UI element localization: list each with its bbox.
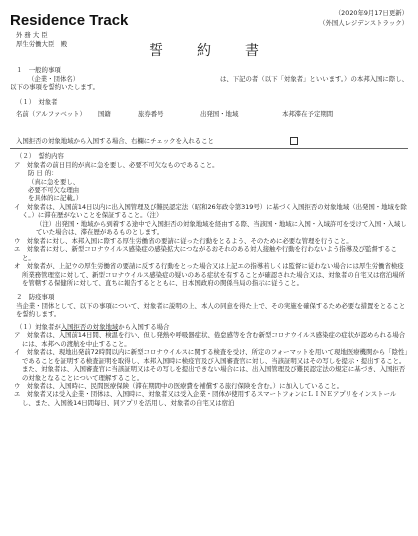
pledge-item-a: ア 対象者の前日目的が真に急を要し、必要不可欠なものであること。	[14, 160, 219, 169]
column-passport: 旅券番号	[138, 110, 164, 119]
purpose-line-2: （真に急を要し、	[28, 177, 80, 186]
column-nationality: 国籍	[98, 110, 111, 119]
update-note: （外国人レジデンストラック）	[319, 18, 408, 27]
addressee-line-2: 厚生労働大臣 殿	[16, 40, 68, 49]
section-quarantine	[10, 293, 408, 407]
quarantine-intro: 当企業・団体として、以下の事項について、対象者に説明の上、本人の同意を得た上で、その実施を確保するため必要な措置をとることを誓約します。	[16, 301, 406, 319]
addressee-block	[16, 31, 128, 50]
intro-text: は、下記の者（以下「対象者」といいます。）の本邦入国に際し、	[219, 74, 408, 83]
purpose-line-4: を具体的に記載。）	[28, 194, 83, 203]
restricted-area-check-row	[10, 137, 408, 145]
sub-heading-suffix: から入国する場合	[118, 322, 170, 331]
restricted-area-link[interactable]: 入国拒否の対象地域	[60, 322, 119, 331]
column-name: 名前（アルファベット）	[16, 110, 86, 119]
pledge-note: （注）出発国・地域から到着する途中で入国拒否の対象地域を経由する際、当該国・地域に入国・入域許可を受けて入国・入域していた場合は、滞在歴があるものとします。	[36, 219, 407, 237]
purpose-line-3: 必要不可欠な理由	[28, 186, 80, 194]
divider	[10, 148, 408, 149]
header	[10, 6, 408, 49]
section-1-heading: １ 一般的事項	[16, 66, 61, 75]
company-name-label: （企業・団体名）	[28, 74, 80, 83]
purpose-line-1: 防 日 的：	[28, 169, 58, 178]
pledge-heading: （２） 誓約内容	[16, 152, 64, 161]
quarantine-item-u: ウ 対象者は、入国時に、民間医療保険（滞在期間中の医療費を補償する旅行保険を含む。）に加入していること。	[14, 381, 344, 390]
brand-title: Residence Track	[10, 12, 129, 29]
quarantine-heading: ２ 防疫事項	[16, 293, 55, 302]
addressee-line-1: 外 務 大 臣	[16, 30, 48, 39]
restricted-area-checkbox[interactable]	[290, 137, 298, 145]
sub-heading-prefix: （１）対象者が	[16, 322, 61, 331]
pledge-item-u: ウ 対象者に対し、本邦入国に際する厚生労働省の要請に従った行動をとるよう、そのために必要な管理を行うこと。	[14, 236, 353, 245]
subject-heading: （１） 対象者	[16, 97, 58, 106]
document-title: 誓 約 書	[149, 43, 269, 59]
update-date: （2020年9月17日更新）	[334, 9, 408, 17]
column-departure: 出発国・地域	[200, 110, 239, 119]
quarantine-item-i: イ 対象者は、現地出発前72時間以内に新型コロナウイルスに関する検査を受け、所定のフォーマットを用いて現地医療機関から「陰性」であることを証明する検査証明を取得し、本邦入国時に検疫官及び入国審査官に対し、当該証明又はその写しを提示・提出すること。また、対象者は、入国審査官に当該証明又はその写しを提出できない場合には、出入国管理及び難民認定法の規定に基づき、入国拒否の対象となることについて理解すること。	[14, 348, 408, 382]
subject-columns	[10, 110, 408, 118]
quarantine-item-e: エ 対象者又は受入企業・団体は、入国時に、対象者又は受入企業・団体が使用するスマートフォンにＬＩＮＥアプリをインストールし、また、入国後14日間毎日、同アプリを活用し、対象者の自宅又は宿泊	[14, 390, 397, 407]
quarantine-item-a: ア 対象者は、入国前14日間、検温を行い、但し発熱や呼吸器症状、倦怠感等を含む新型コロナウイルス感染症の症状が認められる場合には、本邦への渡航を中止すること。	[14, 331, 406, 348]
quarantine-sub-heading	[10, 323, 408, 331]
pledge-item-e: エ 対象者に対し、新型コロナウイルス感染症の感染拡大につながるおそれのある対人接触や行動を行わないよう指導及び監督すること。	[14, 245, 397, 262]
pledge-item-o: オ 対象者が、上記ウの厚生労働省の要請に反する行動をとった場合又は上記エの指導若しくは監督に従わない場合には厚生労働省検疫所業務管理室に対して、新型コロナウイルス感染症の疑いのある症状を有することが確認された場合又は、対象者の自宅又は宿泊場所を管轄する保健所に対して、直ちに報告するとともに、日本国政府の関係当局の指示に従うこと。	[14, 262, 405, 287]
section-general	[10, 66, 408, 145]
column-stay-period: 本邦滞在予定期間	[282, 110, 334, 119]
update-info	[319, 9, 408, 28]
pledge-item-i: イ 対象者は、入国前14日以内に出入国管理及び難民認定法（昭和26年政令第319号）に基づく入国拒否の対象地域（出発国・地域を除く。）に滞在歴がないことを保証すること。（注）	[14, 202, 407, 220]
intro-line-2: 以下の事項を誓約いたします。	[10, 83, 99, 92]
restricted-area-check-text: 入国拒否の対象地域から入国する場合、右欄にチェックを入れること	[16, 136, 214, 145]
section-pledge	[10, 152, 408, 287]
